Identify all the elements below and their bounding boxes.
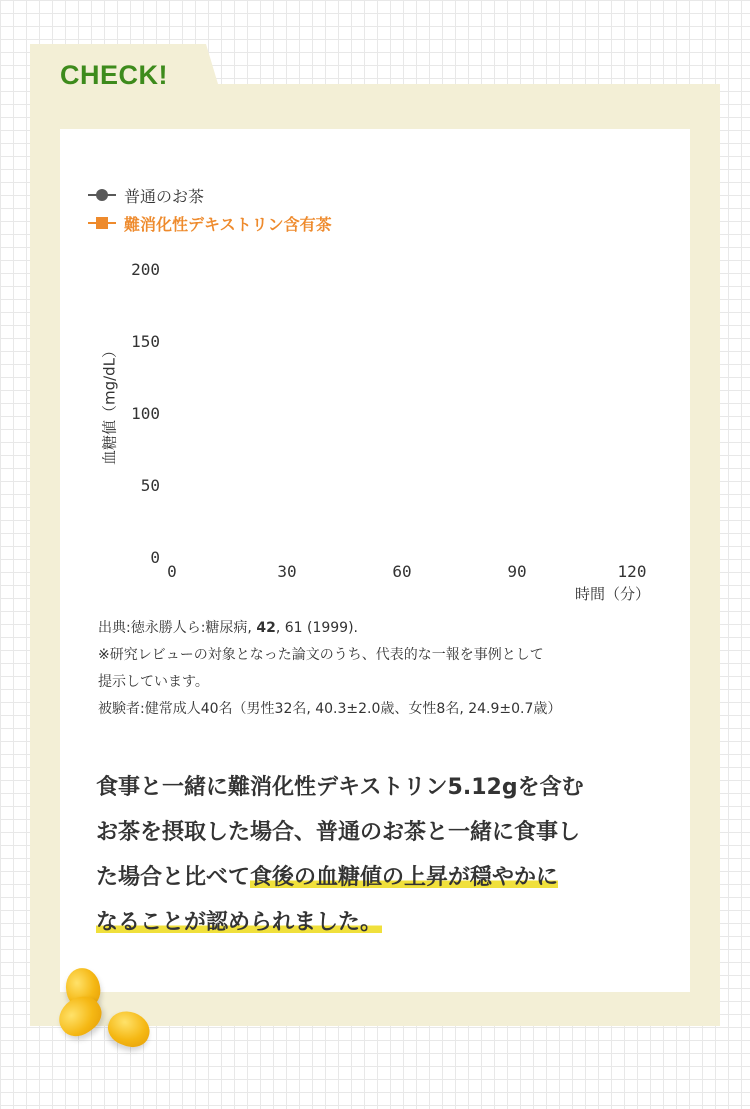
legend-label: 普通のお茶: [124, 186, 205, 206]
result-message: [96, 765, 666, 945]
message-line: [96, 855, 666, 900]
note-line: ※研究レビューの対象となった論文のうち、代表的な一報を事例として: [98, 647, 544, 663]
x-axis-ticks: [167, 562, 646, 581]
message-text: た場合と比べて: [96, 865, 251, 890]
subjects-note: 被験者:健常成人40名（男性32名, 40.3±2.0歳、女性8名, 24.9±0.7歳）: [98, 701, 562, 717]
legend-item-dextrin-tea: [88, 209, 332, 237]
circle-marker-icon: [88, 187, 116, 203]
check-title: CHECK!: [60, 60, 168, 90]
message-line: 食事と一緒に難消化性デキストリン5.12gを含む: [96, 775, 584, 800]
legend-item-regular-tea: [88, 181, 332, 209]
y-tick-label: 200: [131, 260, 160, 279]
source-notes: [98, 615, 668, 723]
source-citation: [98, 615, 668, 642]
y-tick-label: 150: [131, 332, 160, 351]
y-tick-label: 0: [150, 548, 160, 567]
y-axis-ticks: [131, 260, 160, 567]
x-tick-label: 30: [277, 562, 297, 581]
x-tick-label: 0: [167, 562, 177, 581]
x-tick-label: 120: [617, 562, 647, 581]
source-text: 出典:徳永勝人ら:糖尿病,: [98, 620, 257, 636]
blood-glucose-chart: [60, 249, 690, 609]
highlighted-text: 食後の血糖値の上昇が穏やかに: [250, 865, 559, 890]
source-pages: , 61 (1999).: [275, 620, 358, 636]
y-tick-label: 50: [140, 476, 160, 495]
x-tick-label: 60: [392, 562, 412, 581]
y-axis-label: 血糖値（mg/dL）: [100, 342, 119, 466]
source-volume: 42: [256, 620, 276, 636]
highlighted-text: なることが認められました。: [96, 910, 383, 935]
x-tick-label: 90: [507, 562, 527, 581]
y-tick-label: 100: [131, 404, 160, 423]
chart-panel: [60, 129, 690, 992]
chart-legend: [88, 181, 332, 237]
note-line: 提示しています。: [98, 674, 209, 690]
square-marker-icon: [88, 215, 116, 231]
x-axis-label: 時間（分）: [574, 585, 650, 603]
legend-label: 難消化性デキストリン含有茶: [124, 214, 332, 234]
message-line: [96, 900, 666, 945]
message-line: お茶を摂取した場合、普通のお茶と一緒に食事し: [96, 820, 581, 845]
